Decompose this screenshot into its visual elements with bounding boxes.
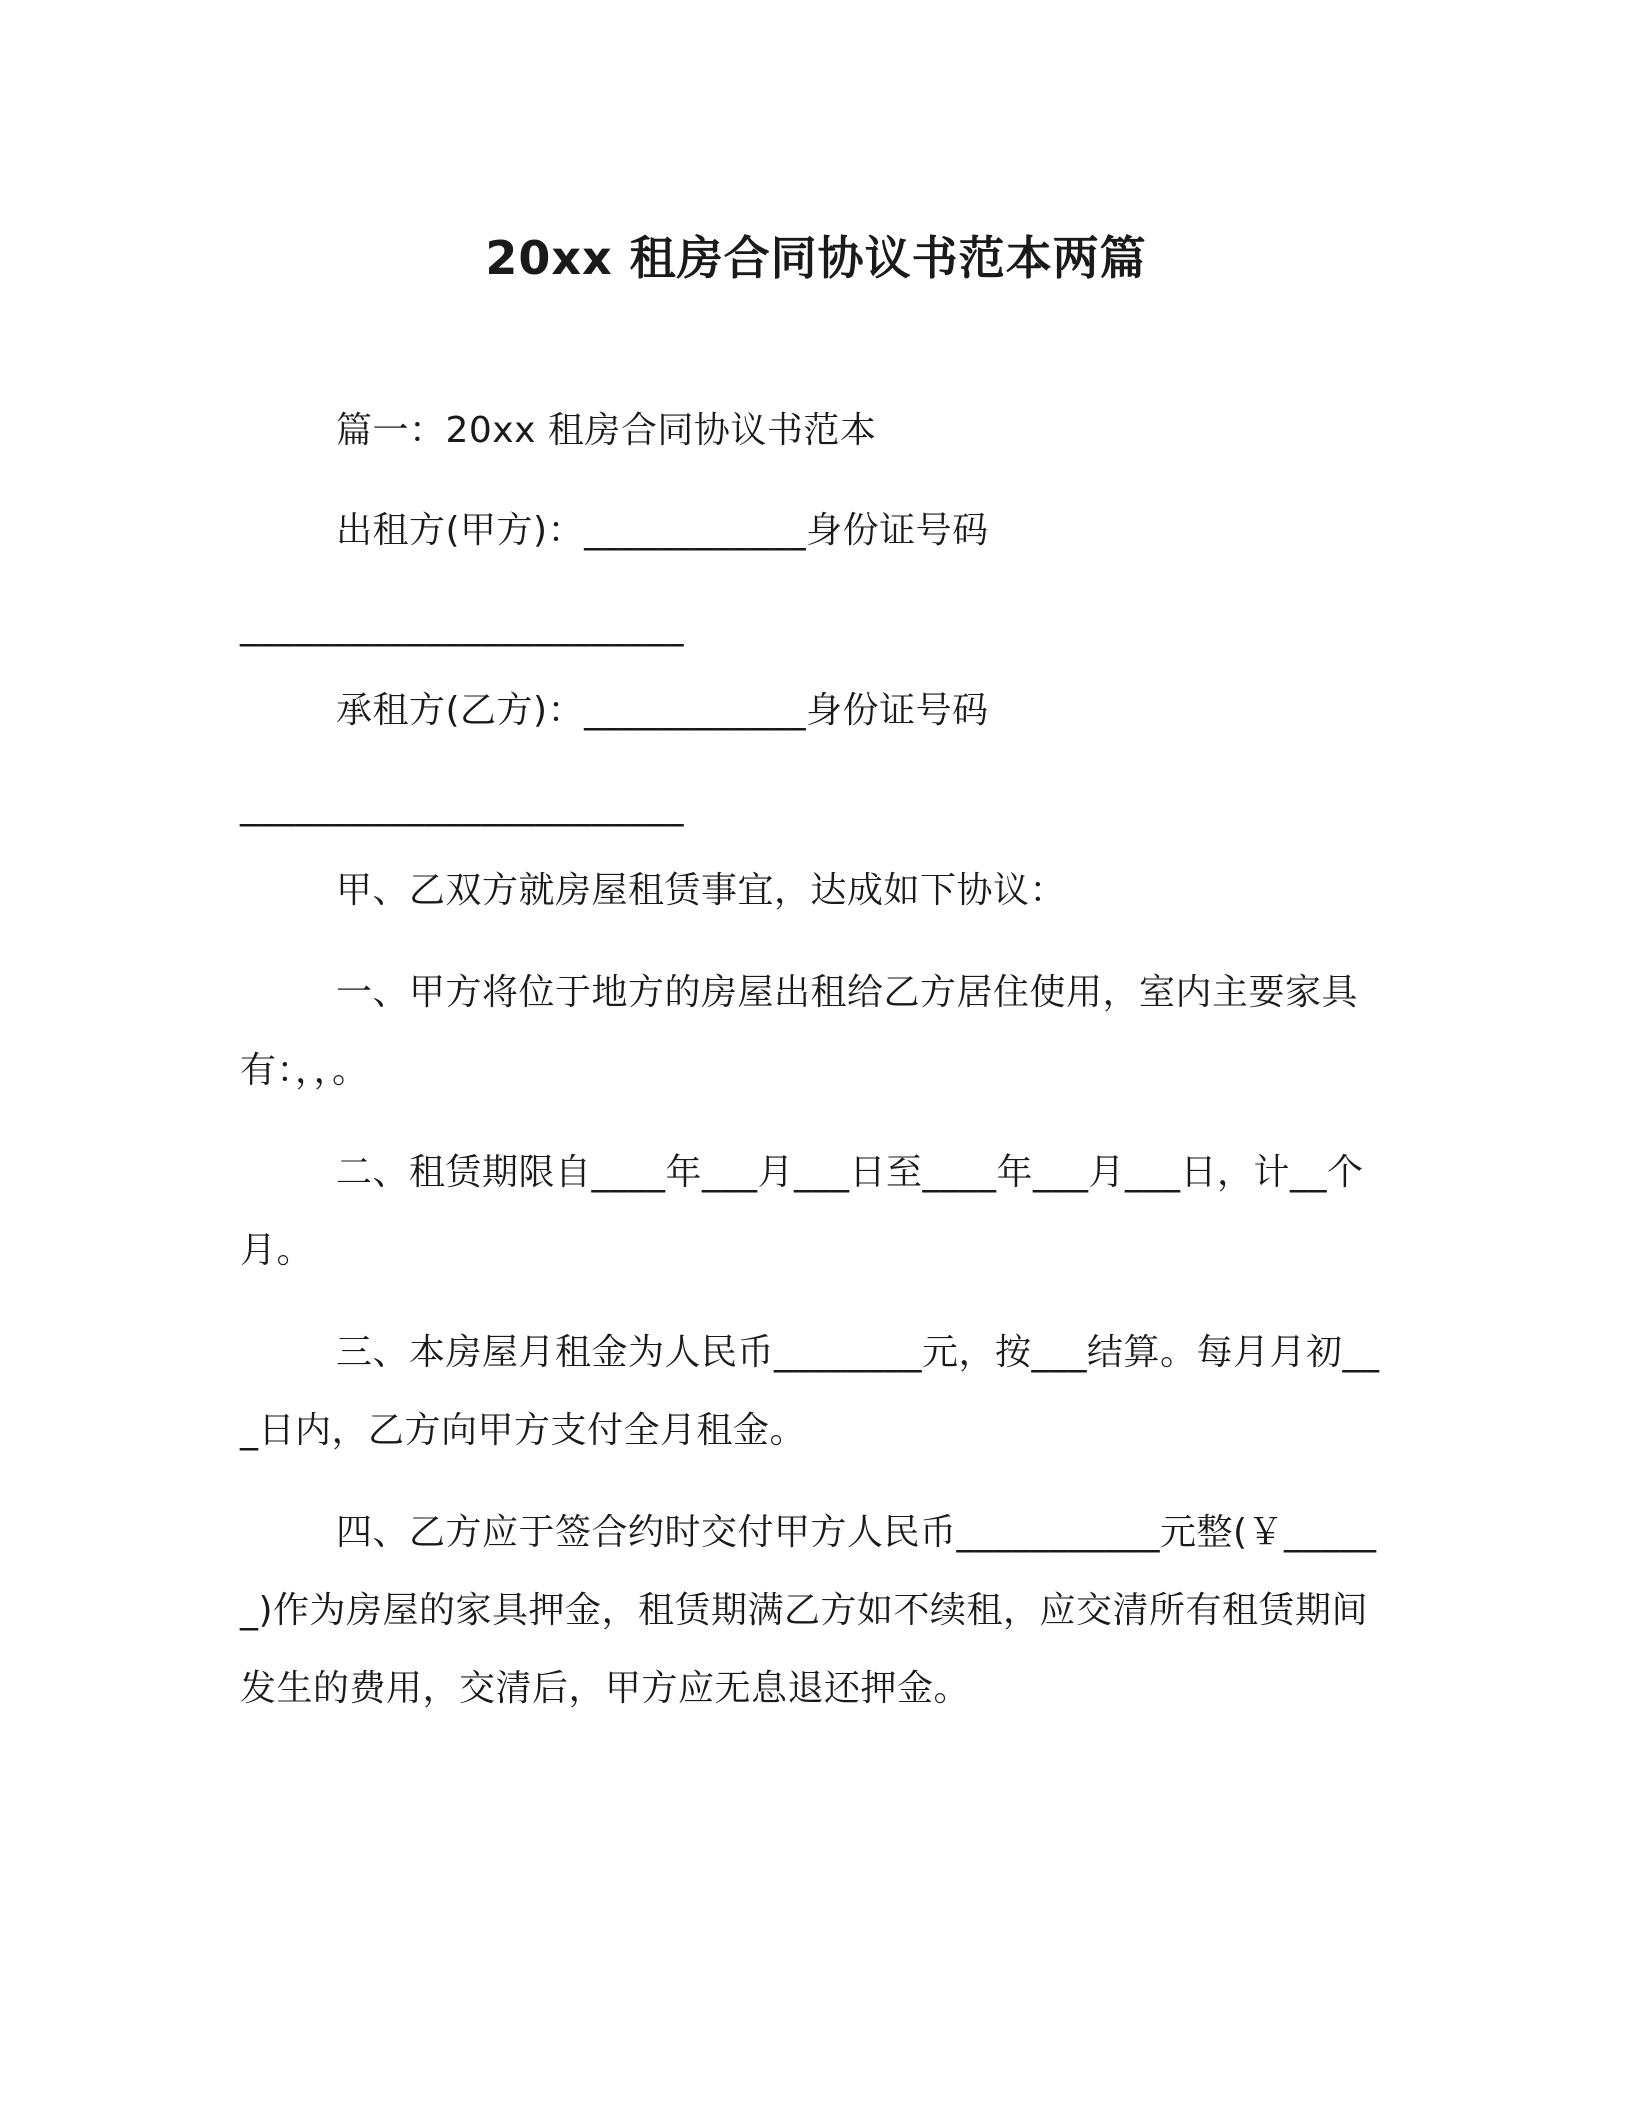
lessee-id-blank: ________________________ [240, 786, 684, 827]
lessor-id-blank: ________________________ [240, 606, 684, 647]
clause-3-paragraph: 三、本房屋月租金为人民币________元，按___结算。每月月初___日内，乙方向甲方支付全月租金。 [240, 1332, 1380, 1451]
section-heading: 篇一：20xx 租房合同协议书范本 [336, 410, 877, 451]
clause-1-paragraph: 一、甲方将位于地方的房屋出租给乙方居住使用，室内主要家具有：，，。 [240, 972, 1359, 1091]
lessor-line: 出租方(甲方)：____________身份证号码 [336, 510, 989, 551]
clause-2-paragraph: 二、租赁期限自____年___月___日至____年___月___日，计__个月。 [240, 1152, 1364, 1271]
clause-4-paragraph: 四、乙方应于签合约时交付甲方人民币___________元整(￥______)作为房屋的家具押金，租赁期满乙方如不续租，应交清所有租赁期间发生的费用，交清后，甲方应无息退还押金。 [240, 1512, 1377, 1709]
document-title: 20xx 租房合同协议书范本两篇 [485, 231, 1147, 285]
lessee-line: 承租方(乙方)：____________身份证号码 [336, 690, 989, 731]
preamble-paragraph: 甲、乙双方就房屋租赁事宜，达成如下协议： [336, 870, 1067, 911]
